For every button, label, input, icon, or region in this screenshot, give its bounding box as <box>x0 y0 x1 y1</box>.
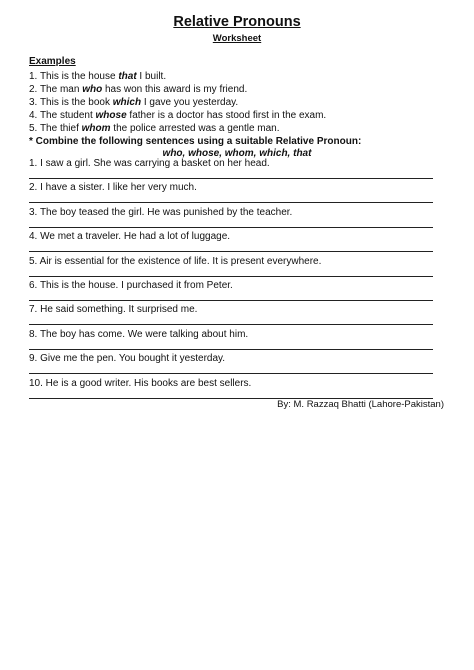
exercise-sentence: 9. Give me the pen. You bought it yesterday. <box>29 353 226 365</box>
exercise-item <box>29 352 433 376</box>
exercise-item <box>29 377 433 401</box>
examples-heading: Examples <box>29 56 76 67</box>
exercise-item <box>29 255 433 279</box>
answer-line <box>29 349 433 350</box>
exercise-sentence: 5. Air is essential for the existence of life. It is present everywhere. <box>29 255 322 267</box>
answer-line <box>29 373 433 374</box>
relative-pronoun: who <box>82 84 103 95</box>
exercise-sentence: 10. He is a good writer. His books are best sellers. <box>29 377 252 389</box>
exercise-sentence: 4. We met a traveler. He had a lot of luggage. <box>29 231 231 243</box>
answer-line <box>29 324 433 325</box>
answer-line <box>29 276 433 277</box>
answer-line <box>29 300 433 301</box>
exercise-item <box>29 181 433 205</box>
exercise-sentence: 2. I have a sister. I like her very much. <box>29 182 197 194</box>
exercise-sentence: 1. I saw a girl. She was carrying a basket on her head. <box>29 158 270 169</box>
exercise-list <box>29 157 433 401</box>
exercise-sentence: 7. He said something. It surprised me. <box>29 304 198 316</box>
relative-pronoun: whom <box>81 123 111 134</box>
example-item: 3. This is the book which I gave you yesterday. <box>29 97 239 108</box>
relative-pronoun: which <box>112 97 142 108</box>
exercise-item <box>29 328 433 352</box>
answer-line <box>29 227 433 228</box>
pronoun-options: who, whose, whom, which, that <box>162 148 312 159</box>
exercise-sentence: 3. The boy teased the girl. He was punished by the teacher. <box>29 206 293 218</box>
exercise-sentence: 8. The boy has come. We were talking about him. <box>29 328 249 340</box>
page-subtitle: Worksheet <box>212 33 262 44</box>
exercise-item <box>29 303 433 327</box>
exercise-item <box>29 157 433 181</box>
exercise-item <box>29 230 433 254</box>
example-item: 2. The man who has won this award is my friend. <box>29 84 248 95</box>
example-item: 5. The thief whom the police arrested was a gentle man. <box>29 123 280 134</box>
examples-list <box>29 70 326 135</box>
example-item: 1. This is the house that I built. <box>29 71 167 82</box>
answer-line <box>29 178 433 179</box>
example-item: 4. The student whose father is a doctor has stood first in the exam. <box>29 110 327 121</box>
relative-pronoun: that <box>118 71 137 82</box>
exercise-instruction: * Combine the following sentences using a suitable Relative Pronoun: <box>29 136 362 147</box>
author-credit: By: M. Razzaq Bhatti (Lahore-Pakistan) <box>277 399 444 410</box>
exercise-item <box>29 206 433 230</box>
answer-line <box>29 202 433 203</box>
page-title: Relative Pronouns <box>173 14 301 30</box>
exercise-sentence: 6. This is the house. I purchased it from Peter. <box>29 279 233 291</box>
answer-line <box>29 251 433 252</box>
relative-pronoun: whose <box>95 110 127 121</box>
exercise-item <box>29 279 433 303</box>
